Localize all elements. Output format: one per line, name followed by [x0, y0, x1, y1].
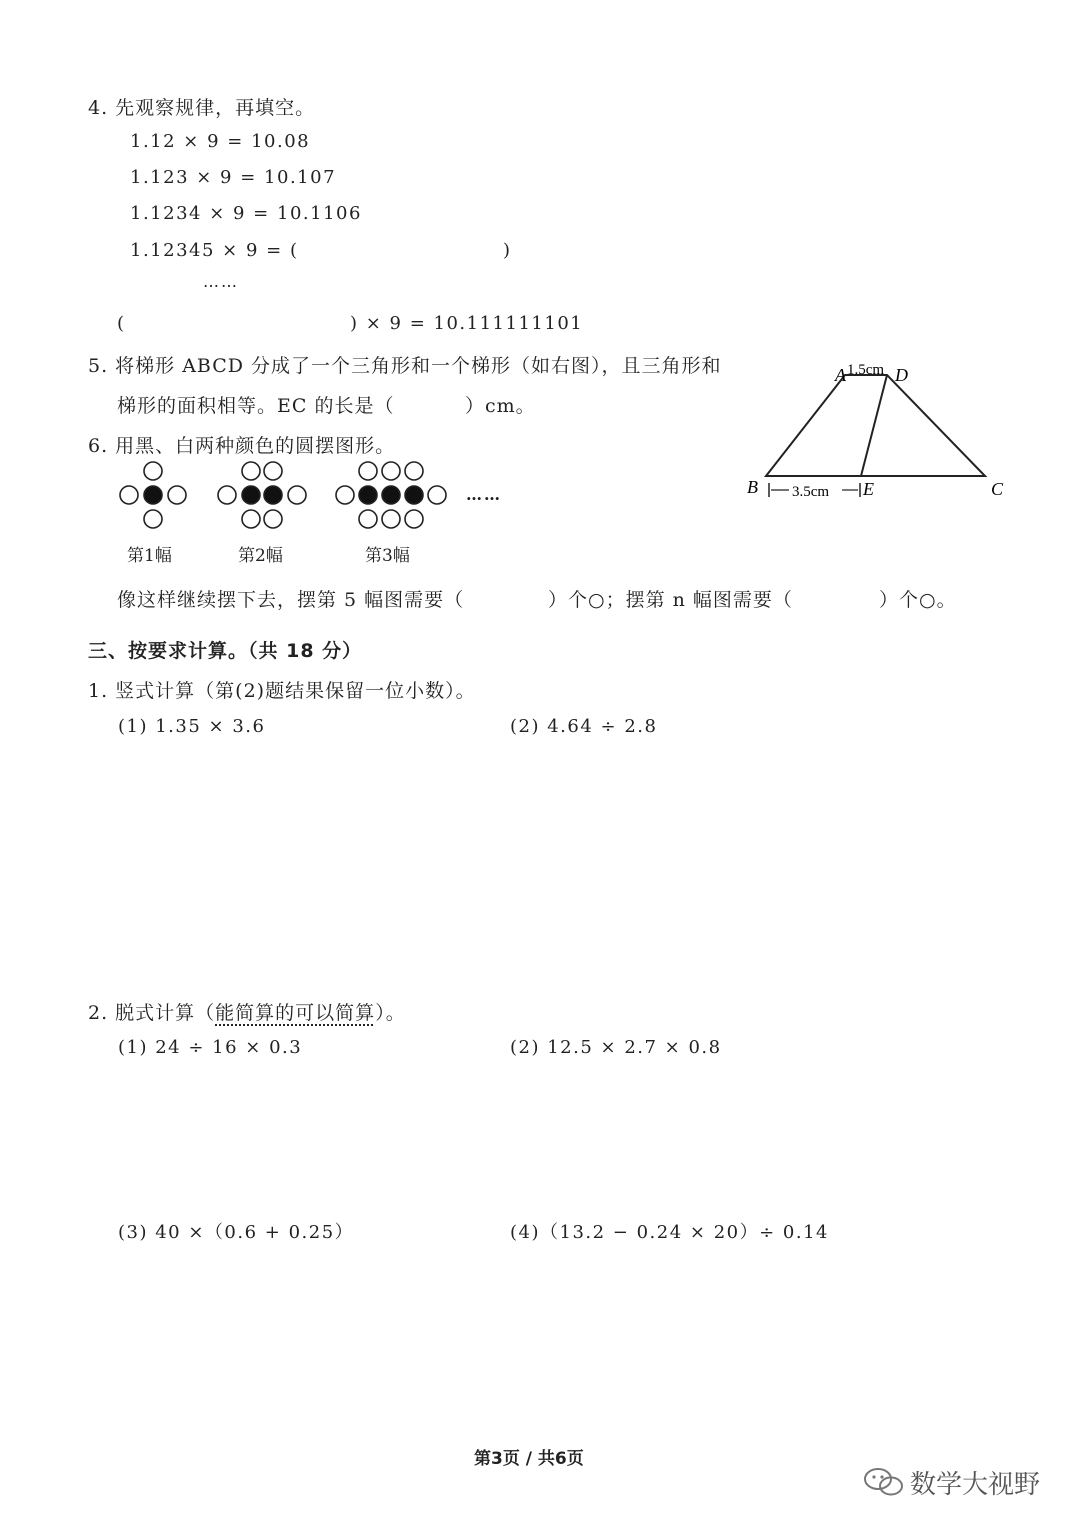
q4-line5-open: (: [117, 313, 126, 334]
q4-line4: 1.12345 × 9 = (: [130, 240, 299, 261]
q4-line4-close: ): [503, 240, 512, 261]
p2-title-c: ）。: [375, 1002, 406, 1024]
q5-line2-a: 梯形的面积相等。EC 的长是（: [117, 395, 395, 417]
p2-item-3: (3) 40 ×（0.6 + 0.25）: [118, 1222, 355, 1243]
white-circle: [264, 462, 282, 480]
q5-line1: 5. 将梯形 ABCD 分成了一个三角形和一个梯形（如右图），且三角形和: [88, 355, 722, 377]
p2-title-b: 能简算的可以简算: [215, 1002, 376, 1024]
white-circle: [288, 486, 306, 504]
p1-item-1: (1) 1.35 × 3.6: [118, 716, 266, 737]
white-circle: [144, 510, 162, 528]
white-circle: [120, 486, 138, 504]
q5-line2-b: ）cm。: [465, 395, 536, 417]
white-circle: [218, 486, 236, 504]
p2-title-a: 2. 脱式计算（: [88, 1002, 216, 1024]
trapezoid-figure: [735, 355, 1015, 505]
p1-item-2: (2) 4.64 ÷ 2.8: [510, 716, 658, 737]
black-circle: [264, 486, 282, 504]
white-circle: [336, 486, 354, 504]
white-circle: [359, 510, 377, 528]
q4-line2: 1.123 × 9 = 10.107: [130, 167, 337, 188]
trapezoid-abcd: [766, 375, 985, 476]
q6-question-b: ）个○；摆第 n 幅图需要（: [548, 589, 793, 611]
q4-line1: 1.12 × 9 = 10.08: [130, 131, 311, 152]
q6-question-a: 像这样继续摆下去，摆第 5 幅图需要（: [117, 589, 465, 611]
p2-item-4: (4)（13.2 − 0.24 × 20）÷ 0.14: [510, 1222, 829, 1243]
black-circle: [242, 486, 260, 504]
section3-title: 三、按要求计算。（共 18 分）: [88, 640, 363, 662]
white-circle: [264, 510, 282, 528]
white-circle: [242, 462, 260, 480]
ad-length: 1.5cm: [847, 362, 885, 378]
label-c: C: [991, 479, 1004, 499]
black-circle: [144, 486, 162, 504]
fig3-label: 第3幅: [365, 546, 410, 566]
black-circle: [359, 486, 377, 504]
label-e: E: [863, 479, 874, 499]
q6-title: 6. 用黑、白两种颜色的圆摆图形。: [88, 435, 396, 457]
watermark-text: 数学大视野: [910, 1470, 1041, 1500]
q4-title: 4. 先观察规律，再填空。: [88, 97, 316, 119]
p2-item-2: (2) 12.5 × 2.7 × 0.8: [510, 1037, 722, 1058]
circle-patterns: [115, 458, 515, 534]
white-circle: [405, 510, 423, 528]
q6-question-c: ）个○。: [879, 589, 957, 611]
white-circle: [405, 462, 423, 480]
p2-item-1: (1) 24 ÷ 16 × 0.3: [118, 1037, 303, 1058]
white-circle: [144, 462, 162, 480]
q6-more: ……: [466, 485, 502, 504]
fig2-label: 第2幅: [238, 546, 283, 566]
white-circle: [359, 462, 377, 480]
wechat-icon: [862, 1465, 906, 1499]
p1-title: 1. 竖式计算（第(2)题结果保留一位小数）。: [88, 680, 476, 702]
white-circle: [428, 486, 446, 504]
black-circle: [382, 486, 400, 504]
q4-line3: 1.1234 × 9 = 10.1106: [130, 203, 362, 224]
label-d: D: [895, 365, 908, 385]
white-circle: [382, 510, 400, 528]
white-circle: [168, 486, 186, 504]
p2-title: [88, 998, 406, 1025]
q4-ellipsis: ……: [203, 272, 239, 291]
label-b: B: [747, 477, 758, 497]
white-circle: [242, 510, 260, 528]
black-circle: [405, 486, 423, 504]
page-number: 第3页 / 共6页: [474, 1449, 584, 1469]
be-length: 3.5cm: [792, 484, 830, 500]
white-circle: [382, 462, 400, 480]
fig1-label: 第1幅: [127, 546, 172, 566]
segment-de: [861, 375, 887, 476]
label-a: A: [835, 365, 846, 385]
q4-line5: ) × 9 = 10.111111101: [350, 313, 584, 334]
